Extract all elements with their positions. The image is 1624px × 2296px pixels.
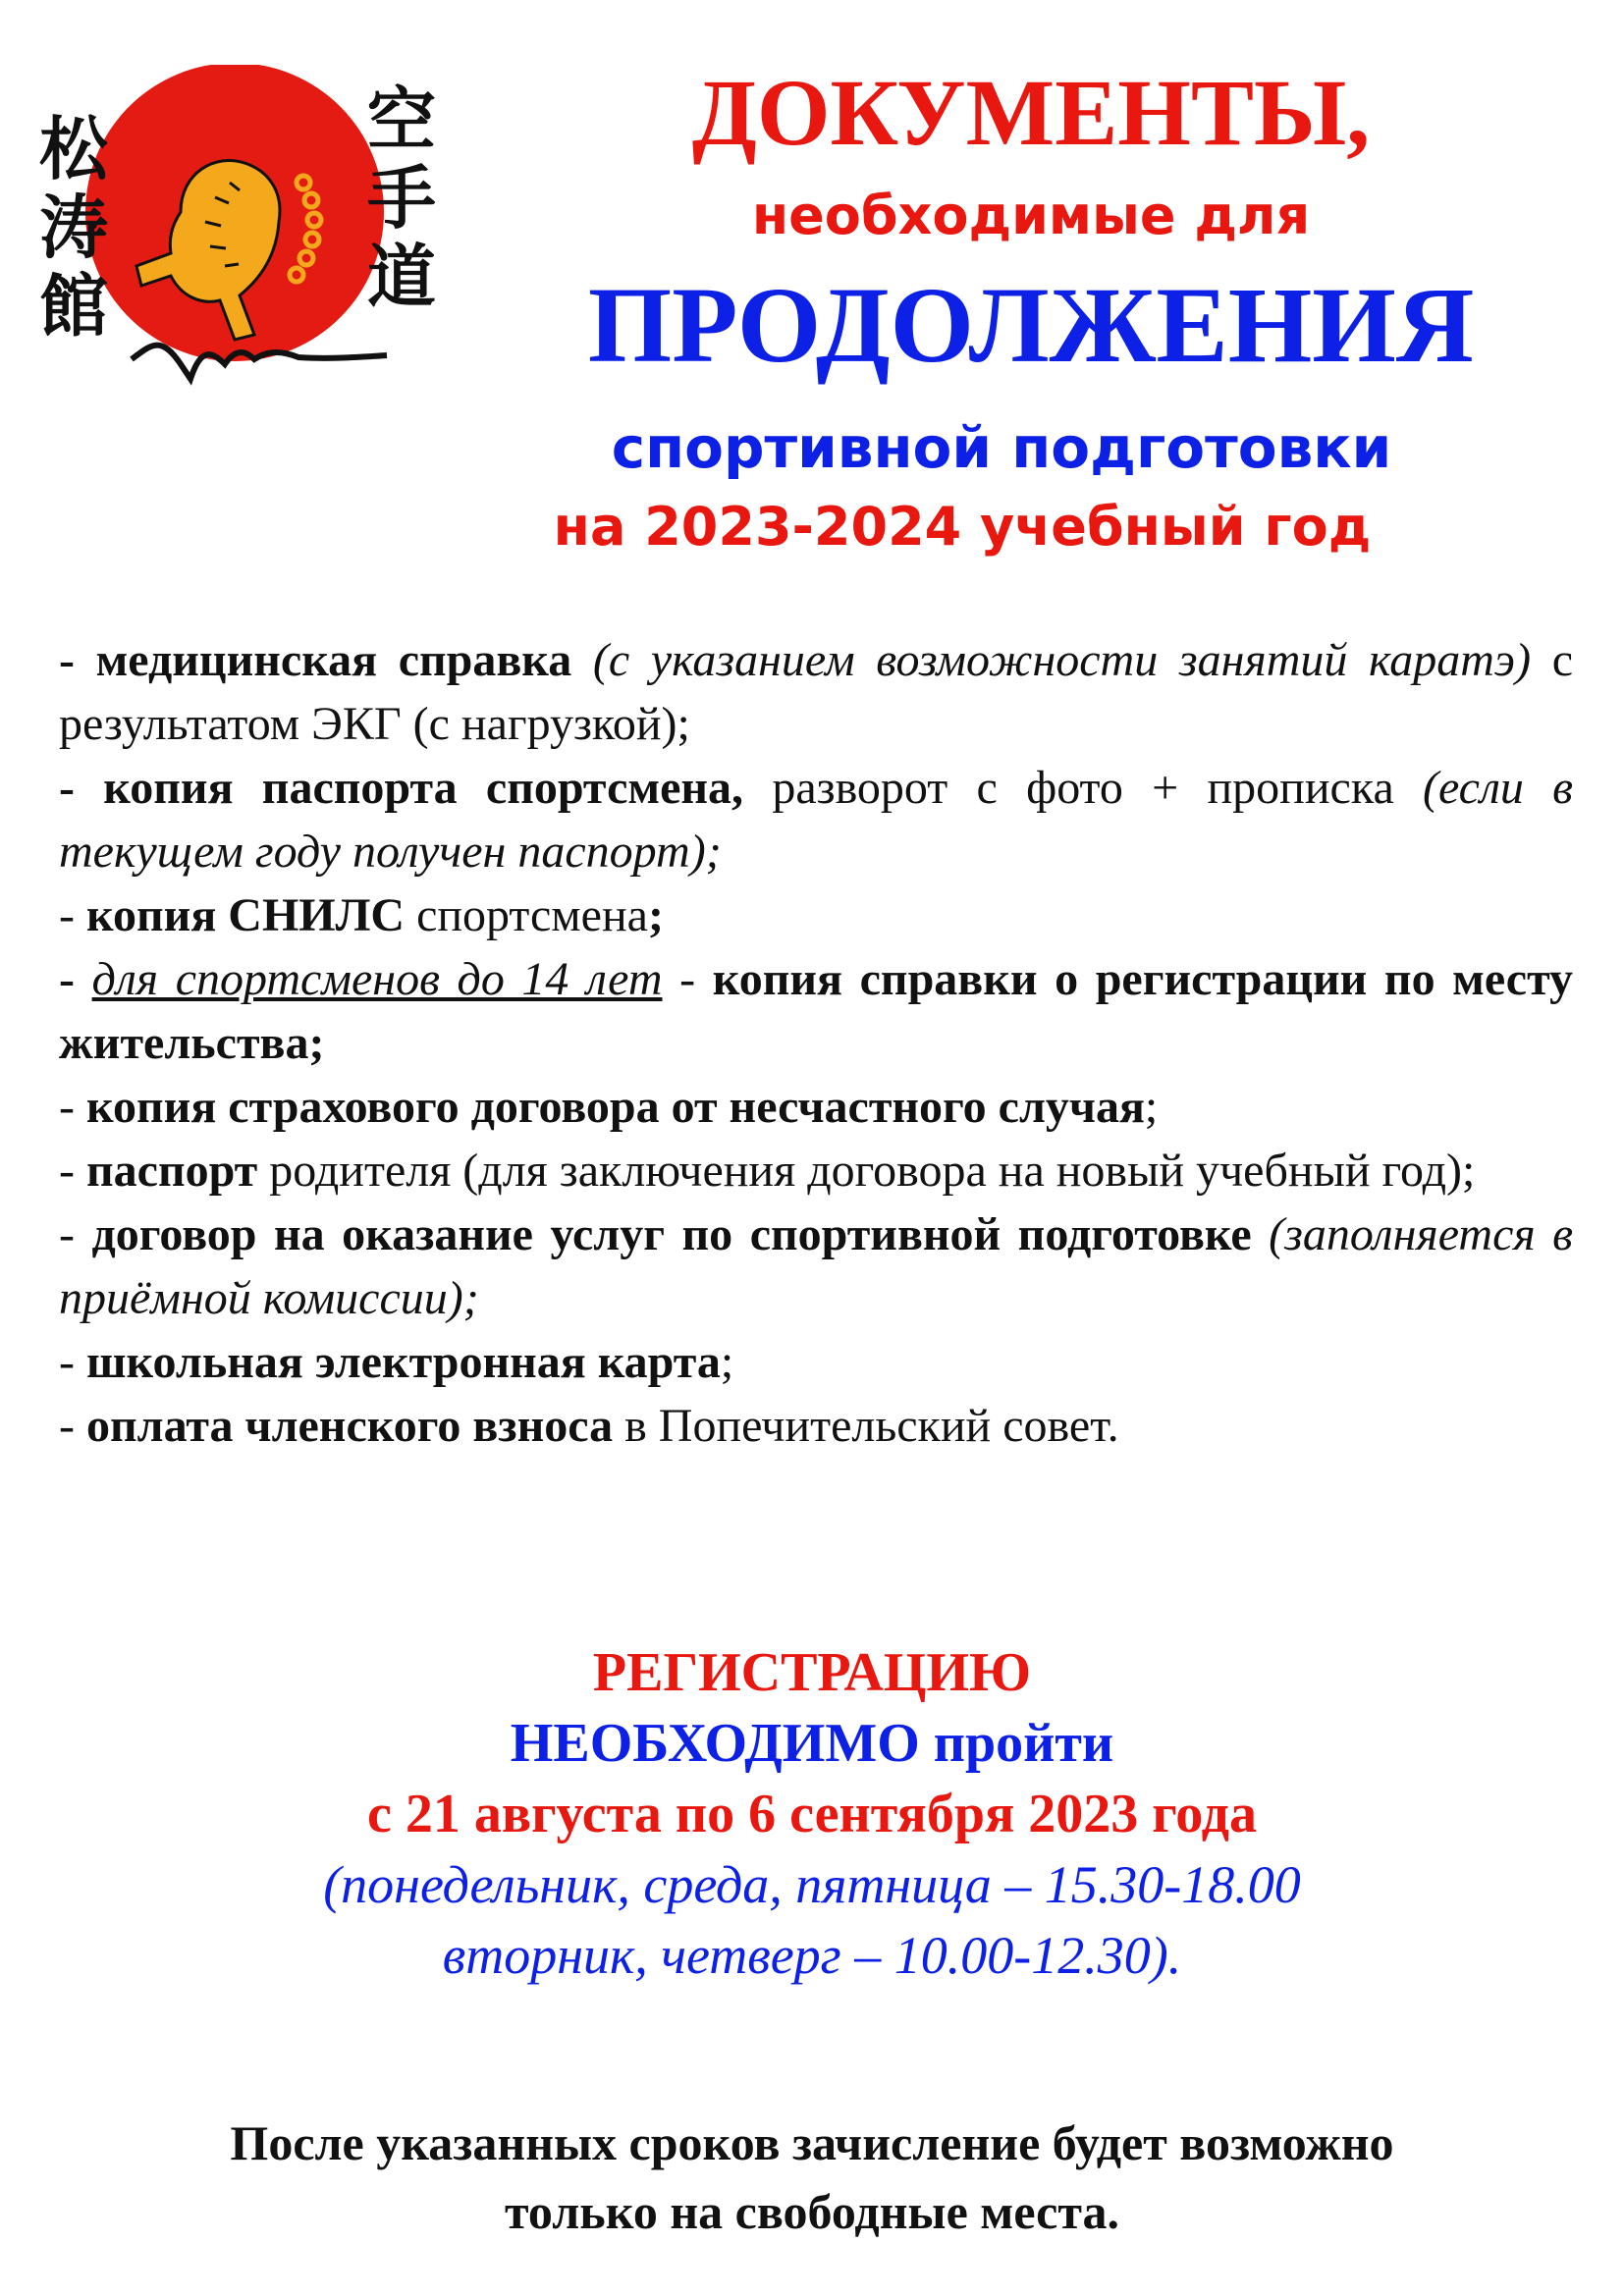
title-school-year: на 2023-2024 учебный год <box>553 496 1372 558</box>
list-item-registration-certificate: - для спортсменов до 14 лет - копия справки о регистрации по месту жительства; <box>59 953 1574 1069</box>
list-item-contract: - договор на оказание услуг по спортивной подготовке (заполняется в приёмной комиссии); <box>59 1208 1574 1324</box>
list-item-snils: - копия СНИЛС спортсмена; <box>59 889 664 941</box>
title-required-for: необходимые для <box>751 185 1311 246</box>
registration-block <box>0 1637 1624 1991</box>
list-item-insurance: - копия страхового договора от несчастного случая; <box>59 1081 1159 1133</box>
logo-kanji-right-3: 道 <box>367 237 436 317</box>
list-item-parent-passport: - паспорт родителя (для заключения договора на новый учебный год); <box>59 1145 1476 1197</box>
registration-heading: РЕГИСТРАЦИЮ <box>592 1642 1032 1703</box>
logo-kanji-right-2: 手 <box>367 158 436 239</box>
list-item-passport-copy: - копия паспорта спортсмена, разворот с фото + прописка (если в текущем году получен паспорт); <box>59 762 1573 878</box>
title-sport-training: спортивной подготовки <box>611 414 1392 481</box>
logo-kanji-right-1: 空 <box>367 80 436 160</box>
registration-schedule-mwf: (понедельник, среда, пятница – 15.30-18.00 <box>323 1855 1301 1914</box>
registration-required: НЕОБХОДИМО пройти <box>510 1713 1114 1774</box>
list-item-membership-fee: - оплата членского взноса в Попечительский совет. <box>59 1400 1119 1452</box>
title-continuation: ПРОДОЛЖЕНИЯ <box>587 265 1475 385</box>
title-block <box>471 59 1591 389</box>
list-item-school-card: - школьная электронная карта; <box>59 1336 734 1388</box>
final-note-line2: только на свободные места. <box>504 2184 1119 2239</box>
list-item-medical: - медицинская справка (с указанием возможности занятий каратэ) с результатом ЭКГ (с нагрузкой); <box>59 634 1574 750</box>
registration-schedule-tt: вторник, четверг – 10.00-12.30). <box>442 1926 1182 1985</box>
documents-list <box>59 628 1573 1458</box>
logo-kanji-left-3: 館 <box>39 266 108 347</box>
title-documents: ДОКУМЕНТЫ, <box>691 60 1371 165</box>
registration-dates: с 21 августа по 6 сентября 2023 года <box>366 1784 1258 1844</box>
final-note <box>0 2109 1624 2246</box>
logo-kanji-left-2: 涛 <box>39 187 108 268</box>
final-note-line1: После указанных сроков зачисление будет возможно <box>230 2115 1394 2170</box>
shotokan-logo <box>33 65 465 399</box>
logo-kanji-left-1: 松 <box>39 109 108 189</box>
